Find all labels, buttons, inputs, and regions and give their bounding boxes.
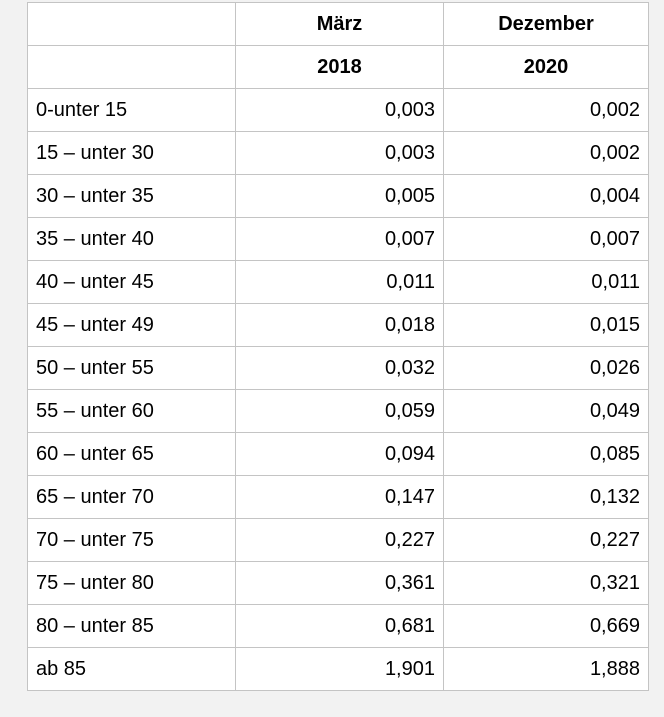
header-year-2: 2020 [444, 46, 649, 89]
value-2020-cell: 0,132 [444, 476, 649, 519]
value-2018-cell: 0,147 [236, 476, 444, 519]
age-group-cell: 30 – unter 35 [28, 175, 236, 218]
value-2020-cell: 0,002 [444, 89, 649, 132]
table-row [28, 218, 649, 261]
age-group-cell: ab 85 [28, 648, 236, 691]
value-2018-cell: 0,681 [236, 605, 444, 648]
table-row [28, 304, 649, 347]
table-row [28, 433, 649, 476]
value-2018-cell: 0,005 [236, 175, 444, 218]
value-2018-cell: 0,003 [236, 132, 444, 175]
header-month-1: März [236, 3, 444, 46]
age-group-cell: 60 – unter 65 [28, 433, 236, 476]
value-2020-cell: 1,888 [444, 648, 649, 691]
header-row-year [28, 46, 649, 89]
value-2020-cell: 0,002 [444, 132, 649, 175]
age-group-cell: 80 – unter 85 [28, 605, 236, 648]
value-2018-cell: 0,059 [236, 390, 444, 433]
age-group-cell: 45 – unter 49 [28, 304, 236, 347]
value-2018-cell: 0,003 [236, 89, 444, 132]
table-row [28, 132, 649, 175]
value-2018-cell: 0,361 [236, 562, 444, 605]
value-2020-cell: 0,026 [444, 347, 649, 390]
value-2020-cell: 0,007 [444, 218, 649, 261]
table-row [28, 261, 649, 304]
value-2018-cell: 1,901 [236, 648, 444, 691]
age-group-cell: 0-unter 15 [28, 89, 236, 132]
table-row [28, 519, 649, 562]
table-row [28, 605, 649, 648]
table-row [28, 562, 649, 605]
table-body [28, 3, 649, 691]
header-blank-cell [28, 3, 236, 46]
age-group-cell: 35 – unter 40 [28, 218, 236, 261]
header-blank-cell [28, 46, 236, 89]
value-2018-cell: 0,007 [236, 218, 444, 261]
value-2020-cell: 0,011 [444, 261, 649, 304]
value-2018-cell: 0,227 [236, 519, 444, 562]
age-group-cell: 65 – unter 70 [28, 476, 236, 519]
table-row [28, 648, 649, 691]
table-row [28, 347, 649, 390]
age-group-cell: 50 – unter 55 [28, 347, 236, 390]
table-row [28, 89, 649, 132]
value-2020-cell: 0,004 [444, 175, 649, 218]
header-row-month [28, 3, 649, 46]
age-group-cell: 75 – unter 80 [28, 562, 236, 605]
value-2020-cell: 0,669 [444, 605, 649, 648]
value-2020-cell: 0,085 [444, 433, 649, 476]
value-2018-cell: 0,032 [236, 347, 444, 390]
age-group-cell: 15 – unter 30 [28, 132, 236, 175]
value-2020-cell: 0,321 [444, 562, 649, 605]
value-2018-cell: 0,018 [236, 304, 444, 347]
table-row [28, 390, 649, 433]
age-group-cell: 40 – unter 45 [28, 261, 236, 304]
table-row [28, 476, 649, 519]
value-2018-cell: 0,094 [236, 433, 444, 476]
value-2020-cell: 0,049 [444, 390, 649, 433]
header-year-1: 2018 [236, 46, 444, 89]
value-2018-cell: 0,011 [236, 261, 444, 304]
value-2020-cell: 0,015 [444, 304, 649, 347]
header-month-2: Dezember [444, 3, 649, 46]
age-group-cell: 70 – unter 75 [28, 519, 236, 562]
value-2020-cell: 0,227 [444, 519, 649, 562]
mortality-table [27, 2, 649, 691]
age-group-cell: 55 – unter 60 [28, 390, 236, 433]
table-row [28, 175, 649, 218]
